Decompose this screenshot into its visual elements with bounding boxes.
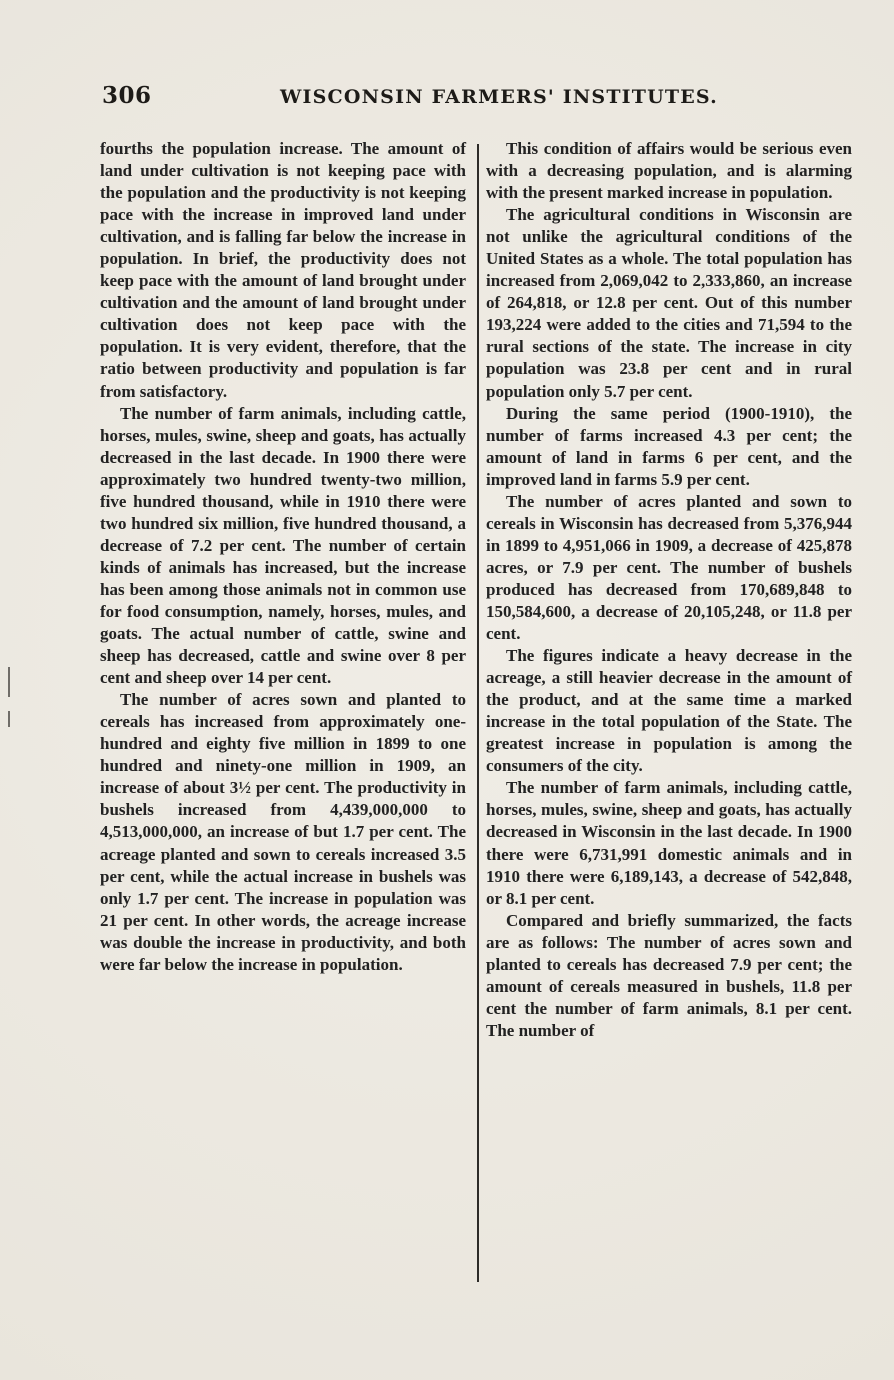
page-number: 306 [102, 82, 152, 109]
right-paragraph-7: Compared and briefly summarized, the facts are as follows: The number of acres sown and planted to cereals has decreased 7.9 per cent; the amount of cereals measured in bushels, 11.8 per cent the number of farm animals, 8.1 per cent. The number of [486, 910, 852, 1040]
left-margin-mark [8, 667, 10, 697]
right-paragraph-6: The number of farm animals, including cattle, horses, mules, swine, sheep and goats, has actually decreased in Wisconsin in the last decade. In 1900 there were 6,731,991 domestic animals and in 1910 there were 6,189,143, a decrease of 542,848, or 8.1 per cent. [486, 778, 852, 908]
left-paragraph-1: fourths the population increase. The amount of land under cultivation is not keeping pace with the population and the productivity is not keeping pace with the increase in improved land under cultivation, and is falling far below the increase in population. In brief, the productivity does not keep pace with the amount of land brought under cultivation and the amount of land brought under cultivation does not keep pace with the population. It is very evident, therefore, that the ratio between productivity and population is far from satisfactory. [100, 139, 466, 401]
left-paragraph-3: The number of acres sown and planted to cereals has increased from approximately one-hundred and eighty five million in 1899 to one hundred and ninety-one million in 1909, an increase of about 3½ per cent. The productivity in bushels increased from 4,439,000,000 to 4,513,000,000, an increase of but 1.7 per cent. The acreage planted and sown to cereals increased 3.5 per cent, while the actual increase in bushels was only 1.7 per cent. The increase in population was 21 per cent. In other words, the acreage increase was double the increase in productivity, and both were far below the increase in population. [100, 690, 466, 974]
right-paragraph-5: The figures indicate a heavy decrease in the acreage, a still heavier decrease in the amount of the product, and at the same time a marked increase in the total population of the State. The greatest increase in population is among the consumers of the city. [486, 646, 852, 776]
column-divider [477, 144, 479, 1282]
left-margin-mark [8, 711, 10, 727]
right-paragraph-3: During the same period (1900-1910), the number of farms increased 4.3 per cent; the amount of land in farms 6 per cent, and the improved land in farms 5.9 per cent. [486, 403, 852, 489]
left-paragraph-2: The number of farm animals, including cattle, horses, mules, swine, sheep and goats, has actually decreased in the last decade. In 1900 there were approximately two hundred twenty-two million, five hundred thousand, while in 1910 there were two hundred six million, five hundred thousand, a decrease of 7.2 per cent. The number of certain kinds of animals has increased, but the increase has been among those animals not in common use for food consumption, namely, horses, mules, and goats. The actual number of cattle, swine and sheep has decreased, cattle and swine over 8 per cent and sheep over 14 per cent. [100, 403, 466, 688]
page-header [102, 82, 862, 116]
right-paragraph-1: This condition of affairs would be serious even with a decreasing population, and is alarming with the present marked increase in population. [486, 139, 852, 203]
left-text-column [100, 138, 466, 976]
right-paragraph-2: The agricultural conditions in Wisconsin are not unlike the agricultural conditions of the United States as a whole. The total population has increased from 2,069,042 to 2,333,860, an increase of 264,818, or 12.8 per cent. Out of this number 193,224 were added to the cities and 71,594 to the rural sections of the state. The increase in city population was 23.8 per cent and in rural population only 5.7 per cent. [486, 205, 852, 401]
right-paragraph-4: The number of acres planted and sown to cereals in Wisconsin has decreased from 5,376,944 in 1899 to 4,951,066 in 1909, a decrease of 425,878 acres, or 7.9 per cent. The number of bushels produced has decreased from 170,689,848 to 150,584,600, a decrease of 20,105,248, or 11.8 per cent. [486, 491, 852, 644]
running-head-title: WISCONSIN FARMERS' INSTITUTES. [280, 86, 718, 108]
right-text-column [486, 138, 852, 1042]
